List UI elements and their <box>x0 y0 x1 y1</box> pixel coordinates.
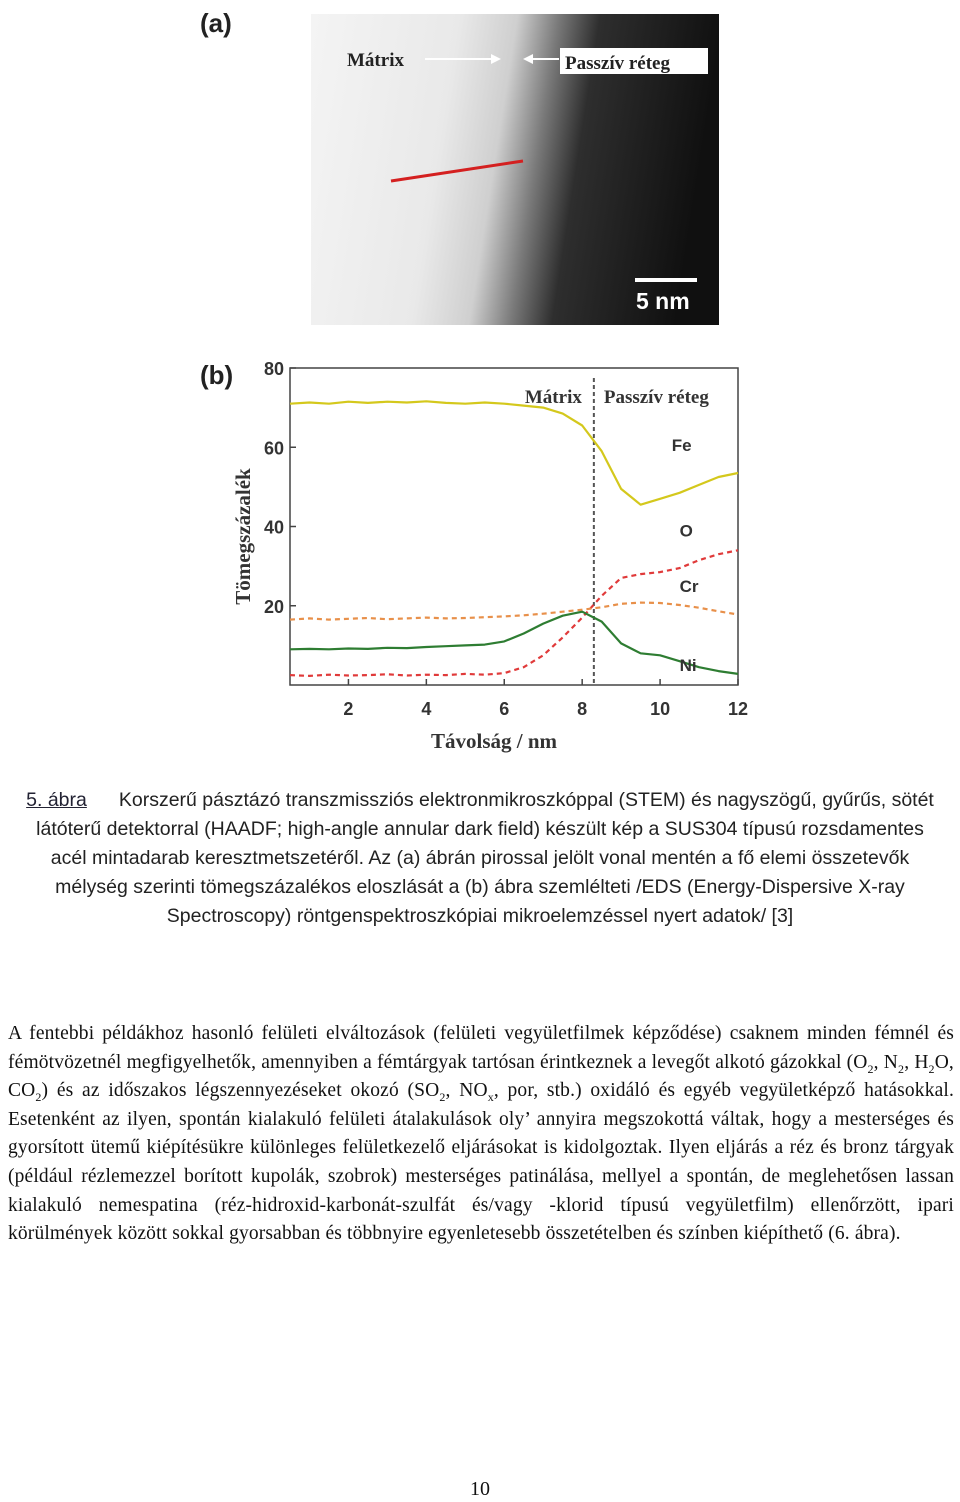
region-label-passive: Passzív réteg <box>603 387 709 408</box>
panel-b-label: (b) <box>200 360 234 390</box>
scale-bar-label: 5 nm <box>636 288 690 314</box>
series-label-cr: Cr <box>679 576 699 596</box>
region-label-matrix: Mátrix <box>524 387 582 408</box>
x-tick-label: 4 <box>421 699 432 719</box>
body-text-part: , por, stb.) oxidáló és egyéb vegyületképző hatásokkal. Esetenként az ilyen, spontán kialakuló felületi átalakulások oly’ annyira megszokottá váltak, hogy a mesterséges és gyorsított ütemű kiépítésükre különleges felületkezelő eljárásokat is kidolgoztak. Ilyen eljárás a réz és bronz tárgyak (például rézlemezzel borított kupolák, szobrok) mesterséges patinálása, mellyel a spontán, de meglehetősen lassan kialakuló nemespatina (réz-hidroxid-karbonát-szulfát és/vagy -klorid típusú vegyületfilm) ellenőrzött, ipari körülmények között sokkal gyorsabban és többnyire egyenletesebb összetételben és színben kiépíthető (6. ábra). <box>8 1080 954 1245</box>
series-label-fe: Fe <box>671 436 692 456</box>
body-text-part: , H <box>904 1051 929 1073</box>
y-axis-title: Tömegszázalék <box>231 468 255 605</box>
x-axis-title: Távolság / nm <box>430 729 558 753</box>
chart-labels <box>231 387 709 753</box>
caption-text: Korszerű pásztázó transzmissziós elektronmikroszkóppal (STEM) és nagyszögű, gyűrűs, sötét látóterű detektorral (HAADF; high-angle annular dark field) készült kép a SUS304 típusú rozsdamentes acél mintadarab keresztmetszetéről. Az (a) ábrán pirossal jelölt vonal mentén a fő elemi összetevők mélység szerinti tömegszázalékos eloszlását a (b) ábra szemlélteti /EDS (Energy-Dispersive X-ray Spectroscopy) röntgenspektroszkópiai mikroelemzéssel nyert adatok/ [3] <box>36 789 934 927</box>
panel-a-label: (a) <box>200 8 232 38</box>
y-tick-label: 20 <box>263 596 284 617</box>
y-tick-label: 60 <box>263 438 284 459</box>
series-label-o: O <box>679 521 693 541</box>
body-text-part: O, CO <box>8 1051 954 1102</box>
series-label-ni: Ni <box>679 656 697 676</box>
y-tick-label: 80 <box>263 359 284 379</box>
body-paragraph <box>8 1020 954 1249</box>
subscript: 2 <box>439 1090 446 1105</box>
body-text-part: ) és az időszakos légszennyezéseket okozó (SO <box>41 1080 440 1102</box>
stem-passive-label: Passzív réteg <box>565 53 670 74</box>
stem-matrix-label: Mátrix <box>347 50 404 71</box>
eds-profile-chart <box>0 340 960 760</box>
subscript: 2 <box>898 1061 905 1076</box>
x-tick-label: 6 <box>499 699 510 719</box>
figure-reference: 5. ábra <box>26 789 87 811</box>
x-tick-label: 10 <box>650 699 671 719</box>
stem-haadf-image <box>311 14 719 325</box>
subscript: 2 <box>35 1090 42 1105</box>
scale-bar <box>635 278 697 282</box>
chart-axes <box>264 359 748 719</box>
subscript: 2 <box>928 1061 935 1076</box>
subscript: x <box>487 1090 494 1105</box>
y-tick-label: 40 <box>263 517 284 538</box>
body-text-part: A fentebbi példákhoz hasonló felületi elváltozások (felületi vegyületfilmek képződése) csaknem minden fémnél és fémötvözetnél megfigyelhetők, amennyiben a fémtárgyak tartósan érintkeznek a levegőt alkotó gázokkal (O <box>8 1023 954 1073</box>
page-number: 10 <box>470 1478 490 1500</box>
body-text-part: , N <box>873 1051 899 1073</box>
x-tick-label: 8 <box>577 699 588 719</box>
x-tick-label: 12 <box>727 699 749 719</box>
x-tick-label: 2 <box>343 699 354 719</box>
body-text-part: , NO <box>445 1080 488 1102</box>
subscript: 2 <box>867 1061 874 1076</box>
figure-caption <box>20 786 940 931</box>
series-line-cr <box>290 603 738 620</box>
series-line-o <box>290 550 738 676</box>
series-line-ni <box>290 612 738 674</box>
